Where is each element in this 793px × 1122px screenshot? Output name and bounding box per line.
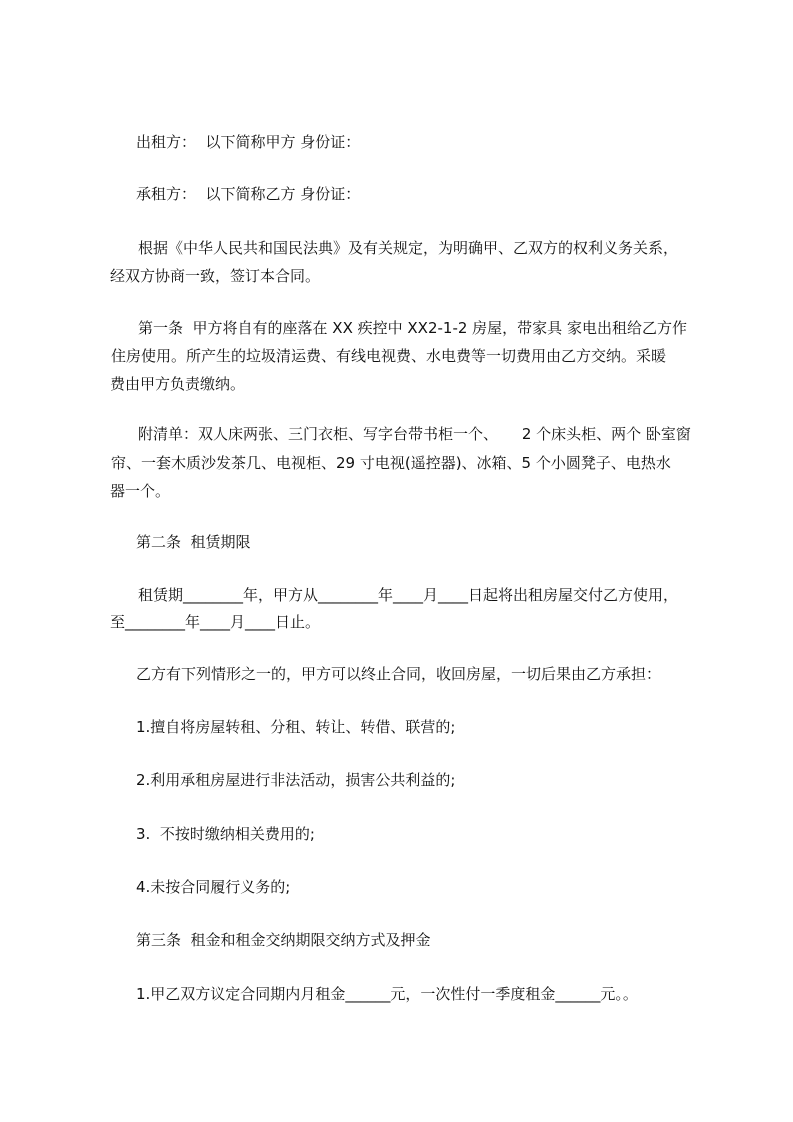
termination-item-1: 1.擅自将房屋转租、分租、转让、转借、联营的; [136,718,456,736]
inventory-line-1: 附清单：双人床两张、三门衣柜、写字台带书柜一个、 2 个床头柜、两个 卧室窗 [138,425,691,443]
article1-line-2: 住房使用。所产生的垃圾清运费、有线电视费、水电费等一切费用由乙方交纳。采暖 [111,347,667,365]
article3-title: 第三条 租金和租金交纳期限交纳方式及押金 [136,931,431,949]
rent-item-1: 1.甲乙双方议定合同期内月租金______元，一次性付一季度租金______元。。 [136,985,638,1003]
article1-line-1: 第一条 甲方将自有的座落在 XX 疾控中 XX2-1-2 房屋，带家具 家电出租给乙方作 [138,319,687,337]
article1-line-3: 费由甲方负责缴纳。 [110,375,246,393]
article2-title: 第二条 租赁期限 [136,533,251,551]
termination-item-4: 4.未按合同履行义务的; [136,878,291,896]
term-line-2: 至________年____月____日止。 [110,613,321,631]
preamble-line-1: 根据《中华人民共和国民法典》及有关规定，为明确甲、乙双方的权利义务关系， [138,239,679,257]
lessee-line: 承租方： 以下简称乙方 身份证： [136,185,361,203]
termination-intro: 乙方有下列情形之一的，甲方可以终止合同，收回房屋，一切后果由乙方承担： [136,665,662,683]
term-line-1: 租赁期________年，甲方从________年____月____日起将出租房屋交付乙方使用， [138,586,679,604]
preamble-line-2: 经双方协商一致，签订本合同。 [110,267,321,285]
inventory-line-2: 帘、一套木质沙发茶几、电视柜、29 寸电视(遥控器)、冰箱、5 个小圆凳子、电热水 [111,454,671,472]
inventory-line-3: 器一个。 [110,482,171,500]
lessor-line: 出租方： 以下简称甲方 身份证： [136,133,361,151]
termination-item-2: 2.利用承租房屋进行非法活动，损害公共利益的; [136,771,456,789]
termination-item-3: 3. 不按时缴纳相关费用的; [136,825,315,843]
